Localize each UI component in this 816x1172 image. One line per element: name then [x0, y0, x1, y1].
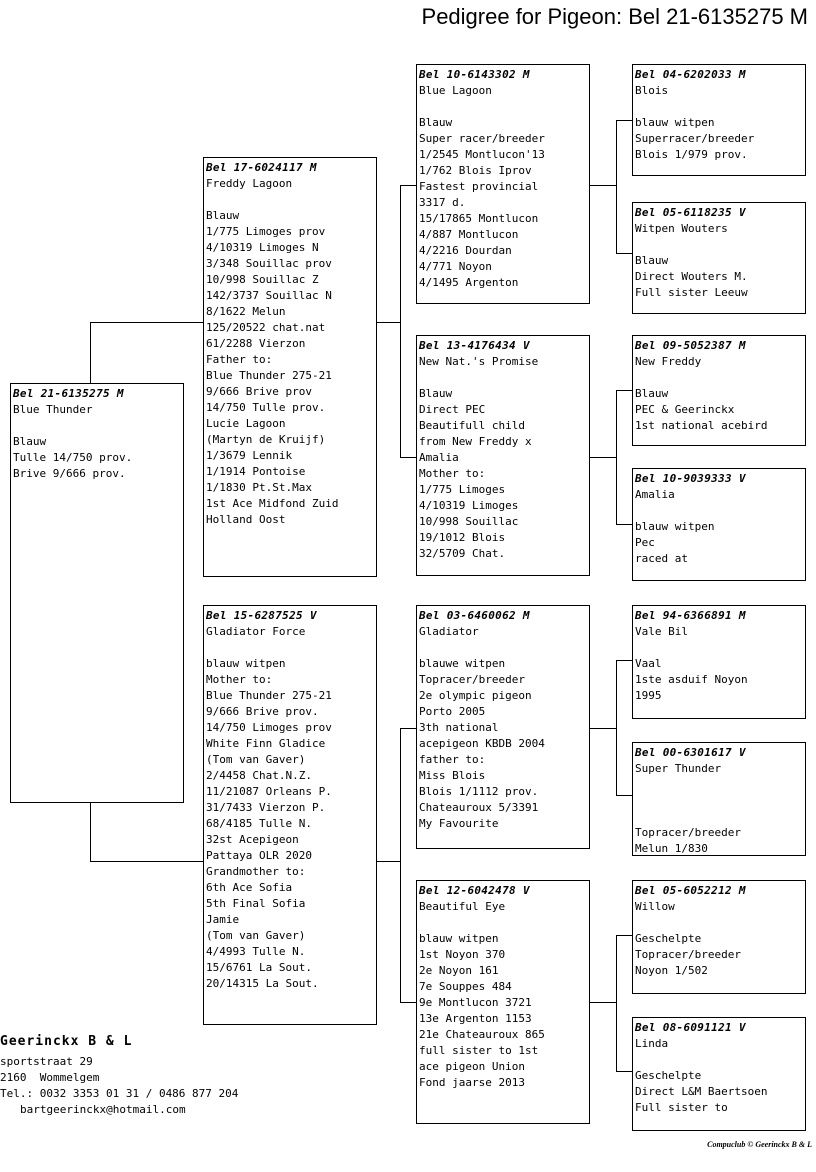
pigeon-name: Blois	[635, 84, 669, 97]
pigeon-card-sire	[203, 157, 377, 577]
pigeon-name: Vale Bil	[635, 625, 688, 638]
info-line: 11/21087 Orleans P.	[206, 785, 332, 798]
info-line: Direct PEC	[419, 403, 486, 416]
pigeon-card-dds	[632, 880, 806, 994]
pigeon-name: Freddy Lagoon	[206, 177, 293, 190]
info-line: 1st national acebird	[635, 419, 768, 432]
info-line: 21e Chateauroux 865	[419, 1028, 545, 1041]
info-line: 4/4993 Tulle N.	[206, 945, 306, 958]
pigeon-name: New Nat.'s Promise	[419, 355, 539, 368]
info-line: 3317 d.	[419, 196, 466, 209]
info-line: (Tom van Gaver)	[206, 929, 306, 942]
info-line: Direct L&M Baertsoen	[635, 1085, 768, 1098]
ring-number: Bel 17-6024117 M	[206, 161, 317, 174]
pigeon-card-sds	[632, 335, 806, 446]
info-line: 61/2288 Vierzon	[206, 337, 306, 350]
info-line: from New Freddy x	[419, 435, 532, 448]
info-line: 9/666 Brive prov	[206, 385, 312, 398]
pigeon-card-dam	[203, 605, 377, 1025]
info-line: Geschelpte	[635, 1069, 702, 1082]
pigeon-card-dam-sire	[416, 605, 590, 849]
info-line: Beautifull child	[419, 419, 525, 432]
info-line: Blauw	[419, 387, 453, 400]
pigeon-card-sire-dam	[416, 335, 590, 576]
info-line: Lucie Lagoon	[206, 417, 286, 430]
info-line: full sister to 1st	[419, 1044, 539, 1057]
ring-number: Bel 10-9039333 V	[635, 472, 746, 485]
info-line: 13e Argenton 1153	[419, 1012, 532, 1025]
ring-number: Bel 94-6366891 M	[635, 609, 746, 622]
info-line: Grandmother to:	[206, 865, 306, 878]
info-line: 9e Montlucon 3721	[419, 996, 532, 1009]
info-line: (Tom van Gaver)	[206, 753, 306, 766]
info-line: blauwe witpen	[419, 657, 506, 670]
info-line: 2e olympic pigeon	[419, 689, 532, 702]
info-line: 14/750 Tulle prov.	[206, 401, 326, 414]
info-line: Mother to:	[206, 673, 273, 686]
pigeon-name: Beautiful Eye	[419, 900, 506, 913]
info-line: Jamie	[206, 913, 240, 926]
info-line: Topracer/breeder	[419, 673, 525, 686]
info-line: Pattaya OLR 2020	[206, 849, 312, 862]
info-line: 20/14315 La Sout.	[206, 977, 319, 990]
info-line: Melun 1/830	[635, 842, 708, 855]
info-line: 1/1830 Pt.St.Max	[206, 481, 312, 494]
info-line: Full sister Leeuw	[635, 286, 748, 299]
info-line: Tulle 14/750 prov.	[13, 451, 133, 464]
ring-number: Bel 09-5052387 M	[635, 339, 746, 352]
owner-phone: Tel.: 0032 3353 01 31 / 0486 877 204	[0, 1087, 239, 1100]
info-line: 1/762 Blois Iprov	[419, 164, 532, 177]
owner-name: Geerinckx B & L	[0, 1034, 133, 1049]
info-line: Full sister to	[635, 1101, 728, 1114]
pigeon-name: Willow	[635, 900, 675, 913]
owner-email[interactable]: bartgeerinckx@hotmail.com	[20, 1103, 186, 1116]
info-line: Blue Thunder 275-21	[206, 369, 332, 382]
info-line: Pec	[635, 536, 655, 549]
page-title: Pedigree for Pigeon: Bel 21-6135275 M	[421, 4, 808, 29]
info-line: Vaal	[635, 657, 662, 670]
pigeon-card-sss	[632, 64, 806, 176]
info-line: 142/3737 Souillac N	[206, 289, 332, 302]
info-line: Brive 9/666 prov.	[13, 467, 126, 480]
info-line: blauw witpen	[635, 520, 715, 533]
info-line: 1/2545 Montlucon'13	[419, 148, 545, 161]
pigeon-name: Blue Thunder	[13, 403, 93, 416]
info-line: 3th national	[419, 721, 499, 734]
ring-number: Bel 05-6052212 M	[635, 884, 746, 897]
pigeon-name: Gladiator Force	[206, 625, 306, 638]
info-line: Topracer/breeder	[635, 826, 741, 839]
info-line: Chateauroux 5/3391	[419, 801, 539, 814]
info-line: Noyon 1/502	[635, 964, 708, 977]
info-line: 4/1495 Argenton	[419, 276, 519, 289]
info-line: 1/3679 Lennik	[206, 449, 293, 462]
info-line: Blauw	[635, 254, 669, 267]
info-line: 19/1012 Blois	[419, 531, 506, 544]
info-line: 4/887 Montlucon	[419, 228, 519, 241]
pigeon-card-dsd	[632, 742, 806, 856]
info-line: 4/2216 Dourdan	[419, 244, 512, 257]
info-line: 32st Acepigeon	[206, 833, 299, 846]
info-line: 3/348 Souillac prov	[206, 257, 332, 270]
info-line: 2e Noyon 161	[419, 964, 499, 977]
info-line: Mother to:	[419, 467, 486, 480]
info-line: (Martyn de Kruijf)	[206, 433, 326, 446]
pigeon-card-ddd	[632, 1017, 806, 1131]
pigeon-name: Gladiator	[419, 625, 479, 638]
pigeon-name: Blue Lagoon	[419, 84, 492, 97]
info-line: Blauw	[419, 116, 453, 129]
pigeon-name: Super Thunder	[635, 762, 722, 775]
info-line: 32/5709 Chat.	[419, 547, 506, 560]
info-line: My Favourite	[419, 817, 499, 830]
ring-number: Bel 12-6042478 V	[419, 884, 530, 897]
info-line: ace pigeon Union	[419, 1060, 525, 1073]
pigeon-name: New Freddy	[635, 355, 702, 368]
info-line: 6th Ace Sofia	[206, 881, 293, 894]
info-line: 1/775 Limoges prov	[206, 225, 326, 238]
info-line: Fastest provincial	[419, 180, 539, 193]
info-line: 1st Noyon 370	[419, 948, 506, 961]
pigeon-name: Witpen Wouters	[635, 222, 728, 235]
footer-credit: Compuclub © Geerinckx B & L	[707, 1140, 812, 1149]
info-line: 15/6761 La Sout.	[206, 961, 312, 974]
owner-block	[0, 1034, 238, 1118]
info-line	[635, 793, 803, 809]
info-line: Amalia	[419, 451, 459, 464]
info-line: Geschelpte	[635, 932, 702, 945]
pigeon-name: Amalia	[635, 488, 675, 501]
info-line: White Finn Gladice	[206, 737, 326, 750]
info-line: blauw witpen	[206, 657, 286, 670]
info-line: 1st Ace Midfond Zuid	[206, 497, 339, 510]
info-line: Father to:	[206, 353, 273, 366]
pigeon-card-dam-dam	[416, 880, 590, 1124]
info-line: 14/750 Limoges prov	[206, 721, 332, 734]
info-line: Fond jaarse 2013	[419, 1076, 525, 1089]
pigeon-card-sire-sire	[416, 64, 590, 304]
info-line: 68/4185 Tulle N.	[206, 817, 312, 830]
owner-city: 2160 Wommelgem	[0, 1071, 100, 1084]
info-line: 5th Final Sofia	[206, 897, 306, 910]
info-line: 7e Souppes 484	[419, 980, 512, 993]
info-line: 1/775 Limoges	[419, 483, 506, 496]
info-line: blauw witpen	[635, 116, 715, 129]
pigeon-card-subject	[10, 383, 184, 803]
info-line: raced at	[635, 552, 688, 565]
ring-number: Bel 00-6301617 V	[635, 746, 746, 759]
info-line: 10/998 Souillac	[419, 515, 519, 528]
info-line: Direct Wouters M.	[635, 270, 748, 283]
ring-number: Bel 03-6460062 M	[419, 609, 530, 622]
info-line: 8/1622 Melun	[206, 305, 286, 318]
info-line: Blue Thunder 275-21	[206, 689, 332, 702]
info-line: 1995	[635, 689, 662, 702]
info-line: 125/20522 chat.nat	[206, 321, 326, 334]
info-line: father to:	[419, 753, 486, 766]
info-line: Miss Blois	[419, 769, 486, 782]
info-line: Blauw	[635, 387, 669, 400]
pigeon-card-sdd	[632, 468, 806, 581]
info-line: 1ste asduif Noyon	[635, 673, 748, 686]
info-line: 4/10319 Limoges	[419, 499, 519, 512]
info-line: blauw witpen	[419, 932, 499, 945]
ring-number: Bel 04-6202033 M	[635, 68, 746, 81]
info-line: 31/7433 Vierzon P.	[206, 801, 326, 814]
info-line: Topracer/breeder	[635, 948, 741, 961]
owner-street: sportstraat 29	[0, 1055, 93, 1068]
info-line: Holland Oost	[206, 513, 286, 526]
ring-number: Bel 13-4176434 V	[419, 339, 530, 352]
pigeon-card-dss	[632, 605, 806, 719]
info-line: 9/666 Brive prov.	[206, 705, 319, 718]
info-line: PEC & Geerinckx	[635, 403, 735, 416]
info-line: 10/998 Souillac Z	[206, 273, 319, 286]
ring-number: Bel 05-6118235 V	[635, 206, 746, 219]
info-line: Blauw	[13, 435, 47, 448]
pigeon-name: Linda	[635, 1037, 669, 1050]
info-line: 2/4458 Chat.N.Z.	[206, 769, 312, 782]
info-line: Super racer/breeder	[419, 132, 545, 145]
ring-number: Bel 08-6091121 V	[635, 1021, 746, 1034]
info-line: 4/771 Noyon	[419, 260, 492, 273]
ring-number: Bel 10-6143302 M	[419, 68, 530, 81]
info-line: 1/1914 Pontoise	[206, 465, 306, 478]
info-line: Porto 2005	[419, 705, 486, 718]
info-line: Blois 1/1112 prov.	[419, 785, 539, 798]
info-line: 15/17865 Montlucon	[419, 212, 539, 225]
info-line: Blauw	[206, 209, 240, 222]
pigeon-card-ssd	[632, 202, 806, 314]
ring-number: Bel 15-6287525 V	[206, 609, 317, 622]
info-line: acepigeon KBDB 2004	[419, 737, 545, 750]
info-line: Blois 1/979 prov.	[635, 148, 748, 161]
info-line: Superracer/breeder	[635, 132, 755, 145]
ring-number: Bel 21-6135275 M	[13, 387, 124, 400]
info-line	[635, 809, 803, 825]
info-line: 4/10319 Limoges N	[206, 241, 319, 254]
